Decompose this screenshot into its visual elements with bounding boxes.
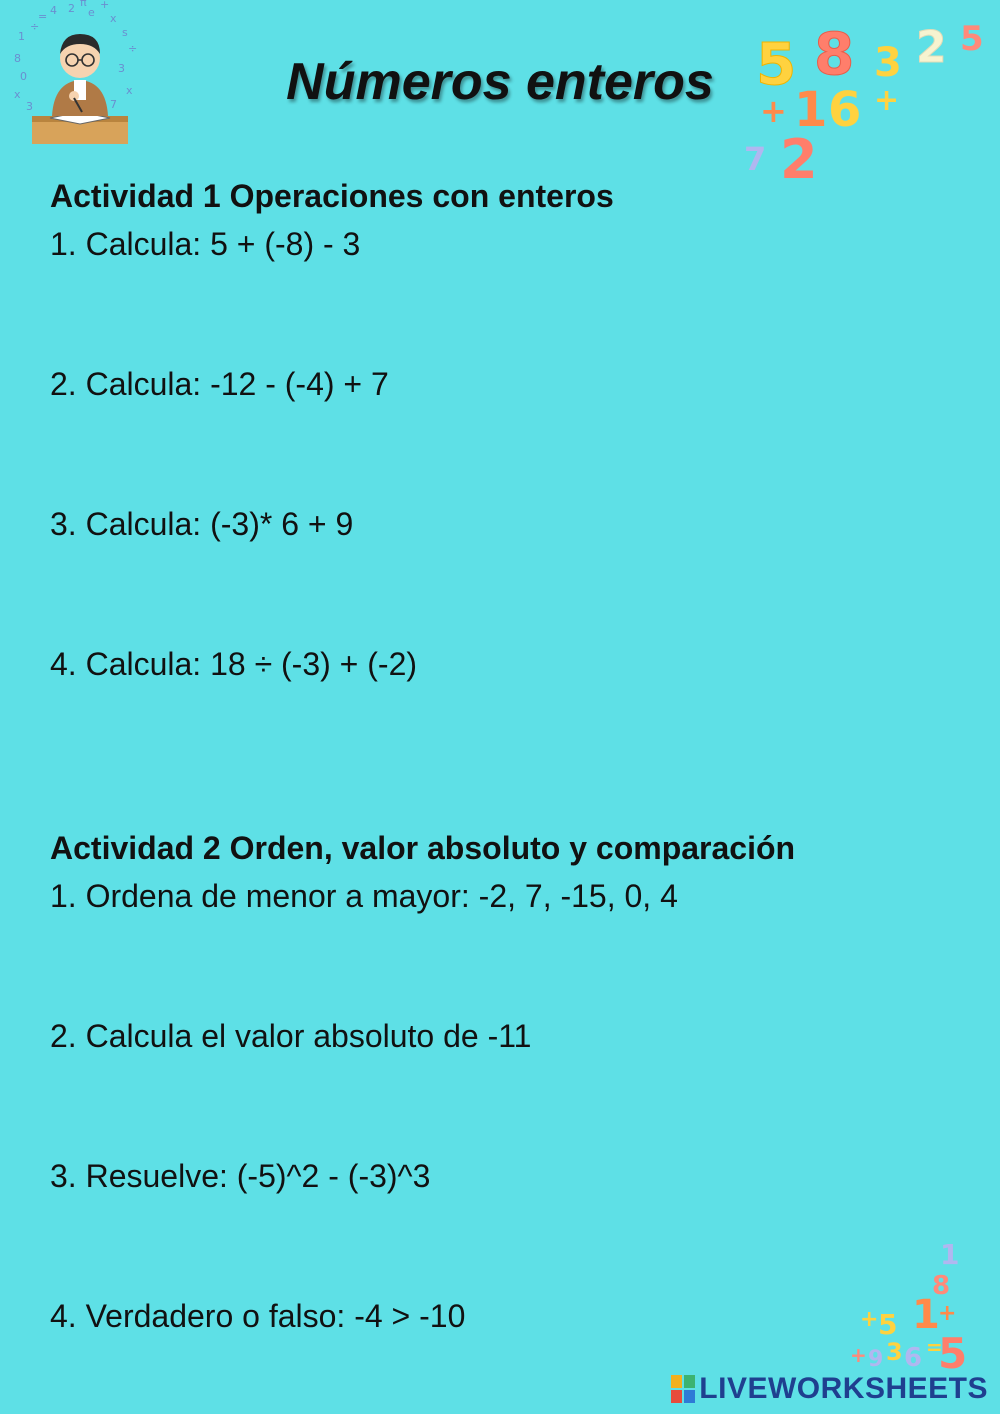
svg-text:1: 1 bbox=[940, 1238, 960, 1271]
svg-text:÷: ÷ bbox=[128, 42, 138, 55]
svg-text:7: 7 bbox=[110, 98, 117, 111]
svg-text:e: e bbox=[88, 6, 95, 19]
svg-text:+: + bbox=[100, 0, 110, 11]
svg-text:8: 8 bbox=[932, 1271, 951, 1301]
svg-text:5: 5 bbox=[756, 30, 797, 98]
svg-text:3: 3 bbox=[26, 100, 33, 113]
svg-text:8: 8 bbox=[14, 52, 21, 65]
activity-2-question-1: 1. Ordena de menor a mayor: -2, 7, -15, 0, 4 bbox=[50, 878, 678, 914]
liveworksheets-logo-icon bbox=[671, 1375, 695, 1403]
svg-text:3: 3 bbox=[118, 62, 125, 75]
svg-text:7: 7 bbox=[744, 140, 767, 178]
activity-2-question-3: 3. Resuelve: (-5)^2 - (-3)^3 bbox=[50, 1158, 431, 1194]
activity-2-heading: Actividad 2 Orden, valor absoluto y comparación bbox=[50, 830, 796, 866]
svg-text:2: 2 bbox=[916, 22, 947, 73]
liveworksheets-brand bbox=[671, 1372, 988, 1406]
activity-1-heading: Actividad 1 Operaciones con enteros bbox=[50, 178, 614, 214]
svg-text:6: 6 bbox=[828, 82, 862, 138]
svg-text:÷: ÷ bbox=[30, 20, 40, 33]
svg-text:5: 5 bbox=[938, 1329, 968, 1378]
svg-text:4: 4 bbox=[50, 4, 57, 17]
svg-text:s: s bbox=[122, 26, 128, 39]
svg-text:=: = bbox=[38, 10, 48, 23]
colorful-numbers-bottom-decoration bbox=[820, 1238, 980, 1378]
svg-text:=: = bbox=[926, 1335, 943, 1359]
svg-text:+: + bbox=[760, 92, 787, 130]
activity-1-question-1: 1. Calcula: 5 + (-8) - 3 bbox=[50, 226, 361, 262]
svg-text:+: + bbox=[860, 1307, 879, 1332]
activity-1-question-3: 3. Calcula: (-3)* 6 + 9 bbox=[50, 506, 354, 542]
svg-text:3: 3 bbox=[886, 1338, 903, 1366]
activity-1-question-4: 4. Calcula: 18 ÷ (-3) + (-2) bbox=[50, 646, 418, 682]
activity-2-question-2: 2. Calcula el valor absoluto de -11 bbox=[50, 1018, 532, 1054]
svg-text:6: 6 bbox=[904, 1343, 923, 1373]
svg-text:x: x bbox=[110, 12, 117, 25]
svg-text:1: 1 bbox=[912, 1292, 940, 1338]
svg-text:x: x bbox=[14, 88, 21, 101]
activity-2-question-4: 4. Verdadero o falso: -4 > -10 bbox=[50, 1298, 466, 1334]
svg-text:+: + bbox=[874, 83, 900, 118]
svg-text:3: 3 bbox=[874, 40, 902, 86]
svg-text:5: 5 bbox=[960, 19, 984, 59]
svg-text:9: 9 bbox=[868, 1347, 884, 1372]
svg-text:0: 0 bbox=[20, 70, 27, 83]
svg-text:1: 1 bbox=[794, 82, 828, 138]
brand-name: LIVEWORKSHEETS bbox=[699, 1372, 988, 1405]
svg-text:2: 2 bbox=[68, 2, 75, 15]
svg-text:8: 8 bbox=[814, 20, 855, 88]
svg-text:1: 1 bbox=[18, 30, 25, 43]
page-title: Números enteros bbox=[286, 53, 714, 111]
activity-1-question-2: 2. Calcula: -12 - (-4) + 7 bbox=[50, 366, 389, 402]
svg-text:π: π bbox=[80, 0, 87, 9]
svg-text:5: 5 bbox=[878, 1308, 898, 1341]
svg-text:x: x bbox=[126, 84, 133, 97]
svg-text:+: + bbox=[938, 1301, 957, 1326]
svg-text:2: 2 bbox=[780, 128, 818, 190]
svg-text:+: + bbox=[850, 1343, 867, 1367]
